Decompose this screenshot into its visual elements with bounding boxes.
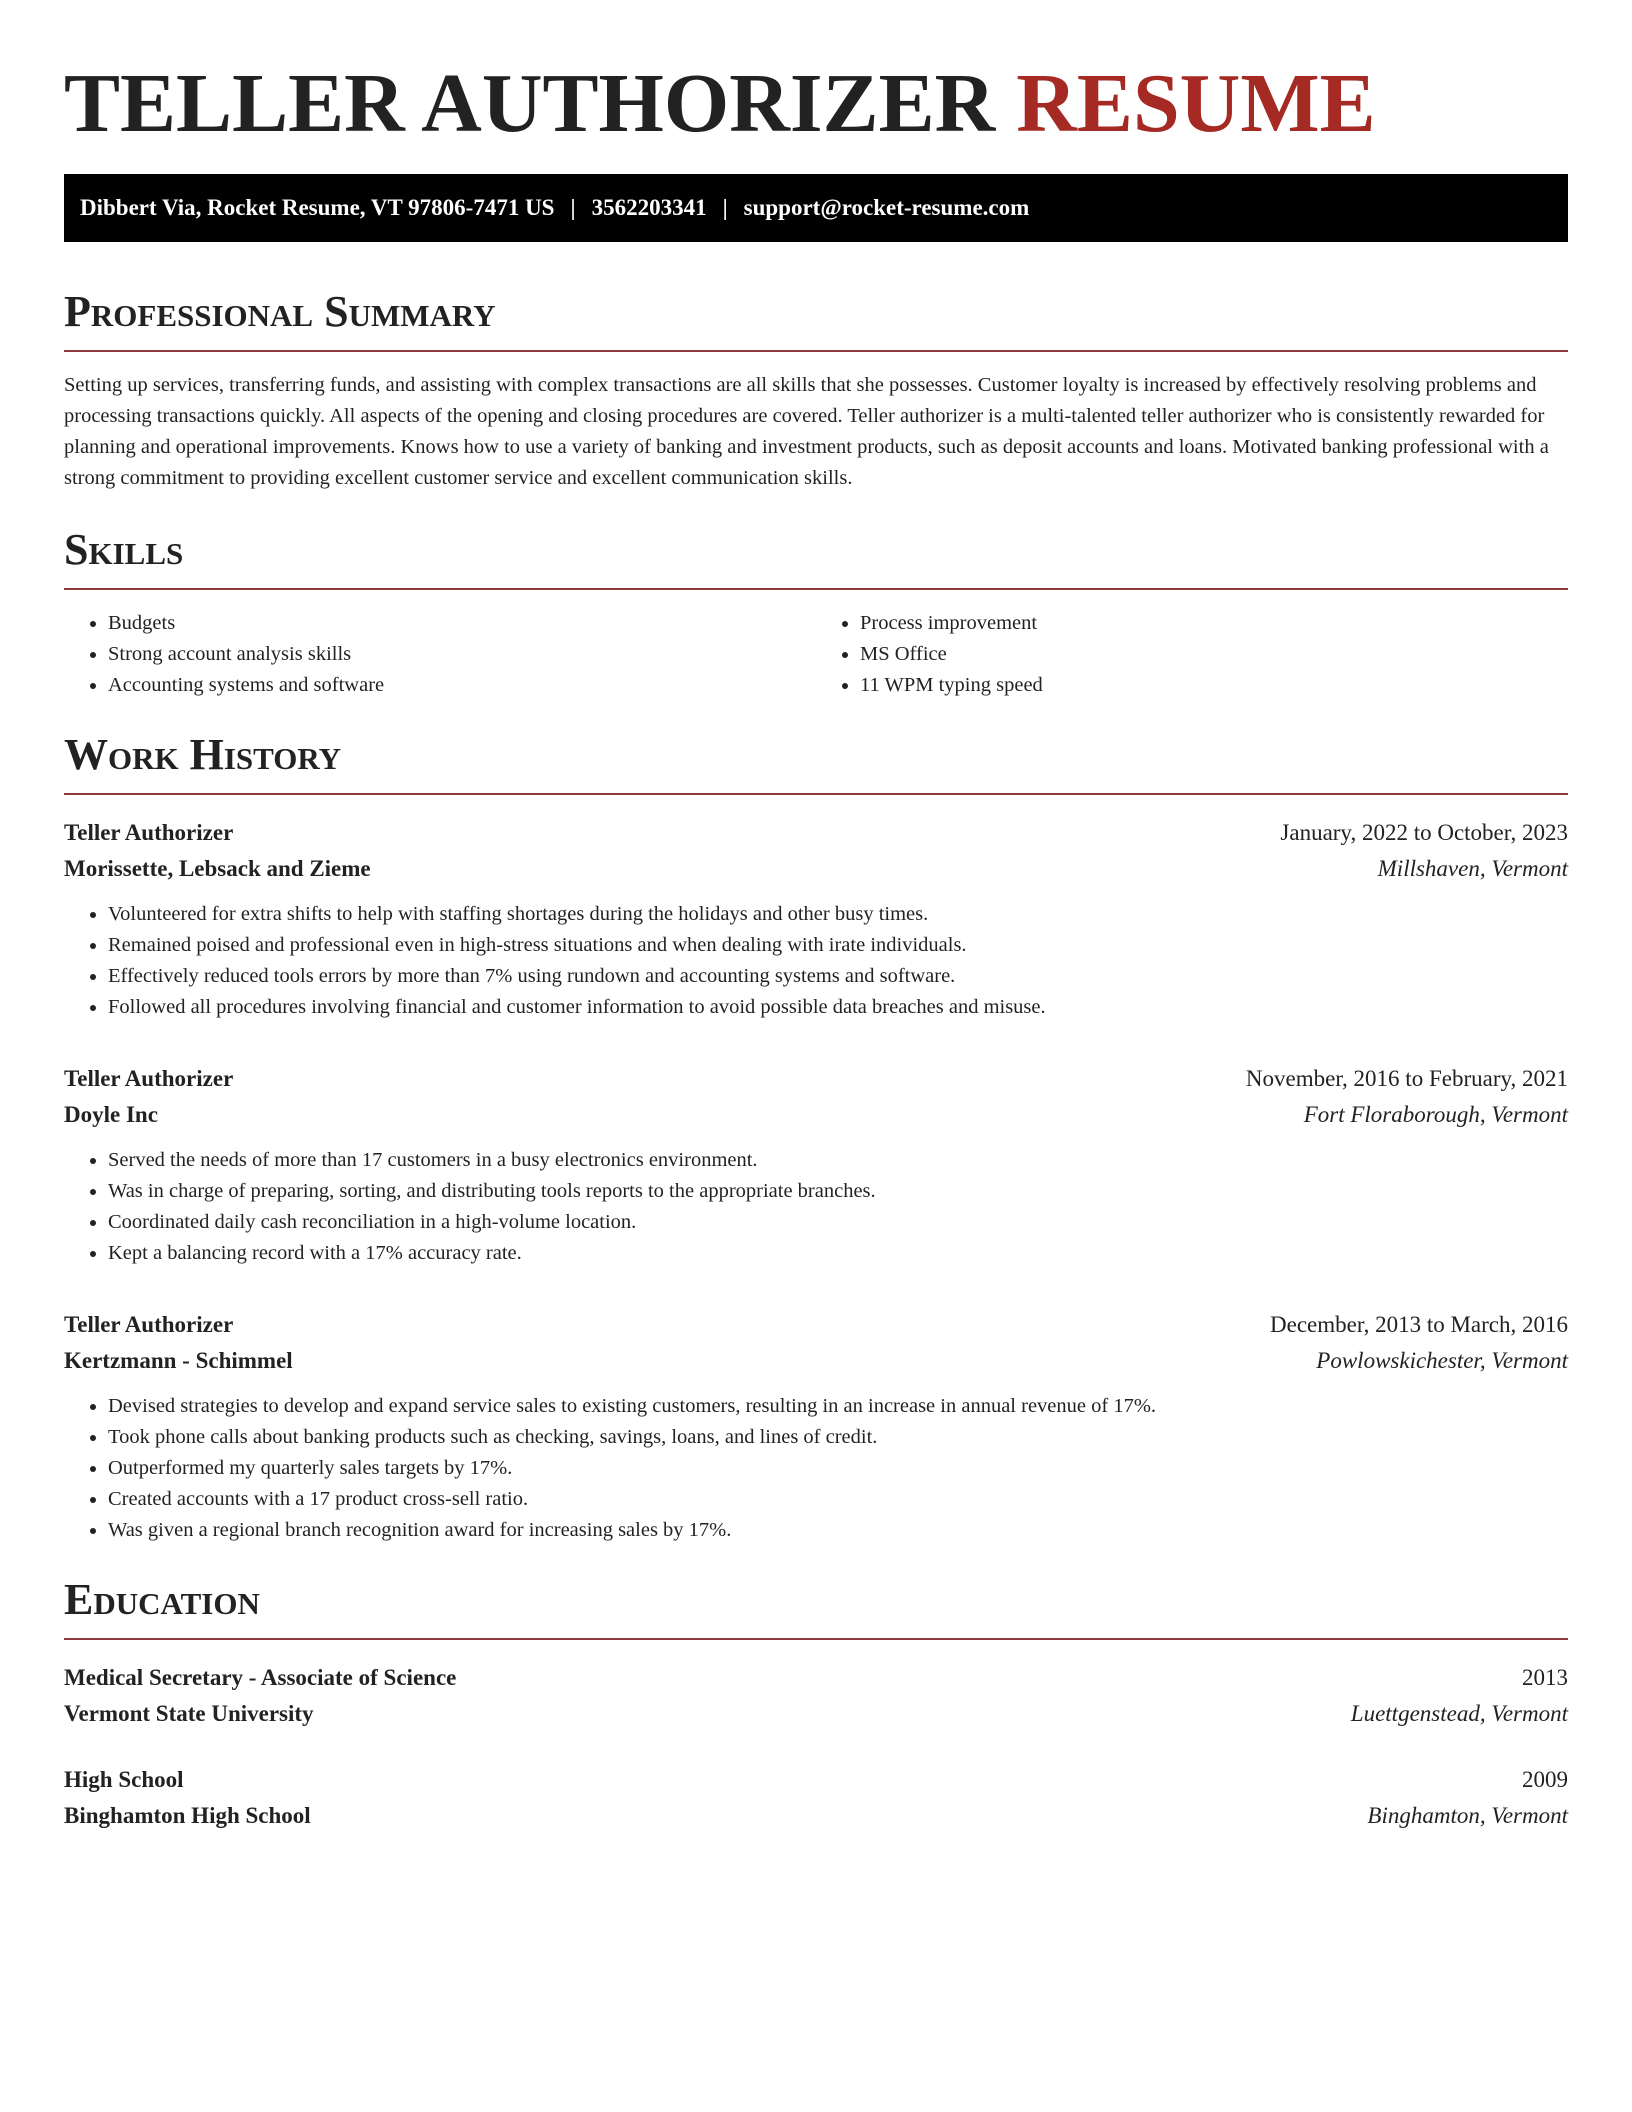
contact-email[interactable]: support@rocket-resume.com [743, 195, 1030, 220]
education-school: Binghamton High School [64, 1803, 311, 1828]
education-degree-row [64, 1660, 1568, 1696]
skill-item: • Budgets [108, 608, 816, 639]
skills-list-right [816, 608, 1568, 701]
job-bullet: • Was in charge of preparing, sorting, and distributing tools reports to the appropriate branches. [108, 1176, 1568, 1207]
education-degree: High School [64, 1767, 184, 1792]
contact-separator: | [570, 195, 576, 220]
job-entry [64, 1061, 1568, 1269]
section-divider [64, 793, 1568, 795]
job-bullets [64, 1391, 1568, 1546]
job-company: Kertzmann - Schimmel [64, 1348, 293, 1373]
section-divider [64, 1638, 1568, 1640]
skills-list-left [64, 608, 816, 701]
education-section [64, 1574, 1568, 1834]
section-divider [64, 350, 1568, 352]
skills-section [64, 524, 1568, 701]
job-company-row [64, 1097, 1568, 1133]
job-bullet: • Kept a balancing record with a 17% accuracy rate. [108, 1238, 1568, 1269]
skills-columns [64, 608, 1568, 701]
job-bullets [64, 1145, 1568, 1269]
skill-item: • MS Office [860, 639, 1568, 670]
job-bullet: • Remained poised and professional even in high-stress situations and when dealing with irate individuals. [108, 930, 1568, 961]
job-bullet: • Coordinated daily cash reconciliation in a high-volume location. [108, 1207, 1568, 1238]
summary-section [64, 286, 1568, 494]
job-bullet: • Served the needs of more than 17 customers in a busy electronics environment. [108, 1145, 1568, 1176]
page-title [64, 54, 1568, 154]
job-company: Morissette, Lebsack and Zieme [64, 856, 371, 881]
contact-bar [64, 174, 1568, 242]
job-location: Powlowskichester, Vermont [1316, 1348, 1568, 1373]
work-heading: Work History [64, 730, 342, 779]
job-dates: December, 2013 to March, 2016 [1270, 1312, 1568, 1337]
job-title: Teller Authorizer [64, 1066, 234, 1091]
education-school-row [64, 1798, 1568, 1834]
job-bullet: • Volunteered for extra shifts to help with staffing shortages during the holidays and other busy times. [108, 899, 1568, 930]
education-year: 2013 [1522, 1665, 1568, 1690]
job-bullet: • Followed all procedures involving financial and customer information to avoid possible data breaches and misuse. [108, 992, 1568, 1023]
job-header-row [64, 815, 1568, 851]
skill-item: • 11 WPM typing speed [860, 670, 1568, 701]
contact-phone: 3562203341 [591, 195, 707, 220]
job-bullet: • Outperformed my quarterly sales targets by 17%. [108, 1453, 1568, 1484]
education-entry [64, 1660, 1568, 1732]
education-location: Luettgenstead, Vermont [1350, 1701, 1568, 1726]
job-title: Teller Authorizer [64, 820, 234, 845]
education-year: 2009 [1522, 1767, 1568, 1792]
job-header-row [64, 1061, 1568, 1097]
skill-item: • Process improvement [860, 608, 1568, 639]
job-title: Teller Authorizer [64, 1312, 234, 1337]
job-entry [64, 1307, 1568, 1546]
job-dates: January, 2022 to October, 2023 [1280, 820, 1568, 845]
job-entry [64, 815, 1568, 1023]
job-bullet: • Was given a regional branch recognition award for increasing sales by 17%. [108, 1515, 1568, 1546]
contact-separator: | [722, 195, 728, 220]
job-location: Fort Floraborough, Vermont [1303, 1102, 1568, 1127]
title-accent: RESUME [1016, 57, 1376, 150]
job-company-row [64, 851, 1568, 887]
job-bullet: • Effectively reduced tools errors by more than 7% using rundown and accounting systems and software. [108, 961, 1568, 992]
contact-address: Dibbert Via, Rocket Resume, VT 97806-7471 US [80, 195, 555, 220]
job-company-row [64, 1343, 1568, 1379]
education-degree: Medical Secretary - Associate of Science [64, 1665, 457, 1690]
section-divider [64, 588, 1568, 590]
education-entry [64, 1762, 1568, 1834]
education-school: Vermont State University [64, 1701, 314, 1726]
skills-heading: Skills [64, 525, 184, 574]
education-heading: Education [64, 1575, 260, 1624]
job-bullet: • Devised strategies to develop and expand service sales to existing customers, resulting in an increase in annual revenue of 17%. [108, 1391, 1568, 1422]
job-company: Doyle Inc [64, 1102, 158, 1127]
skill-item: • Strong account analysis skills [108, 639, 816, 670]
job-header-row [64, 1307, 1568, 1343]
job-dates: November, 2016 to February, 2021 [1245, 1066, 1568, 1091]
job-bullets [64, 899, 1568, 1023]
job-bullet: • Created accounts with a 17 product cross-sell ratio. [108, 1484, 1568, 1515]
summary-text: Setting up services, transferring funds, and assisting with complex transactions are all skills that she possesses. Customer loyalty is increased by effectively resolving problems and processing transactions quickly. All aspects of the opening and closing procedures are covered. Teller authorizer is a multi-talented teller authorizer who is consistently rewarded for planning and operational improvements. Knows how to use a variety of banking and investment products, such as deposit accounts and loans. Motivated banking professional with a strong commitment to providing excellent customer service and excellent communication skills. [64, 374, 1549, 489]
skill-item: • Accounting systems and software [108, 670, 816, 701]
education-degree-row [64, 1762, 1568, 1798]
title-main: TELLER AUTHORIZER [64, 57, 996, 150]
summary-heading: Professional Summary [64, 287, 496, 336]
education-school-row [64, 1696, 1568, 1732]
job-location: Millshaven, Vermont [1377, 856, 1568, 881]
education-location: Binghamton, Vermont [1367, 1803, 1568, 1828]
job-bullet: • Took phone calls about banking products such as checking, savings, loans, and lines of credit. [108, 1422, 1568, 1453]
work-section [64, 729, 1568, 1546]
